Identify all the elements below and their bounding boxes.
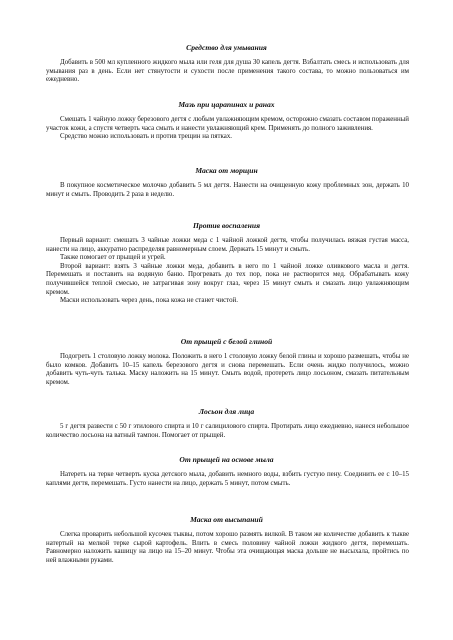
section-wound-ointment xyxy=(0,100,453,142)
paragraph: Маски использовать через день, пока кожа не станет чистой. xyxy=(60,297,238,305)
section-heading: От прыщей с белой глиной xyxy=(180,337,273,346)
paragraph: Средство можно использовать и против трещин на пятках. xyxy=(60,133,233,141)
section-white-clay xyxy=(0,337,453,387)
paragraph: 5 г дегтя развести с 50 г этилового спирта и 10 г салицилового спирта. Протирать лицо ежедневно, нанеся небольшое количество лосьона на ватный тампон. Помогает от прыщей. xyxy=(46,423,409,439)
section-wrinkle-mask xyxy=(0,166,453,199)
section-heading: Мазь при царапинах и ранах xyxy=(178,100,275,109)
paragraph: В покупное косметическое молочко добавить 5 мл дегтя. Нанести на очищенную кожу проблемных зон, держать 10 минут и смыть. Проводить 2 раза в неделю. xyxy=(46,182,409,198)
section-heading: От прыщей на основе мыла xyxy=(179,455,274,464)
section-face-lotion xyxy=(0,407,453,440)
section-heading: Маска от морщин xyxy=(195,166,258,175)
paragraph: Также помогает от прыщей и угрей. xyxy=(60,254,166,262)
paragraph: Слегка проварить небольшой кусочек тыквы, потом хорошо размять вилкой. В таком же количестве добавить к тыкве натертый на мелкой терке сырой картофель. Влить в смесь половину чайной ложки жидкого дегтя, перемешать. Равномерно наложить кашицу на лицо на 15–20 минут. Чтобы эта очищающая маска дольше не высыхала, пройтись по ней влажными руками. xyxy=(46,531,409,564)
section-inflammation xyxy=(0,221,453,306)
paragraph: Натереть на терке четверть куска детского мыла, добавить немного воды, взбить густую пену. Соединить ее с 10–15 каплями дегтя, перемешать. Густо нанести на лицо, держать 5 минут, потом смыть. xyxy=(46,471,409,487)
section-face-wash xyxy=(0,43,453,85)
paragraph: Добавить в 500 мл купленного жидкого мыла или геля для душа 30 капель дегтя. Взбалтать смесь и использовать для умывания раз в день. Если нет стянутости и сухости после применения такого состава, то можно пользоваться им ежедневно. xyxy=(46,59,409,84)
section-heading: Против воспаления xyxy=(192,221,261,230)
section-heading: Средство для умывания xyxy=(186,43,267,52)
paragraph: Второй вариант: взять 3 чайные ложки меда, добавить в него по 1 чайной ложке оливкового масла и дегтя. Перемешать и поставить на водяную баню. Прогревать до тех пор, пока не растворится мед. Обрабатывать кожу получившейся теплой смесью, не затрагивая зону вокруг глаз, через 15 минут смыть и смазать лицо увлажняющим кремом. xyxy=(46,262,409,296)
section-rash-mask xyxy=(0,515,453,565)
section-heading: Маска от высыпаний xyxy=(190,515,263,524)
paragraph: Первый вариант: смешать 3 чайные ложки меда с 1 чайной ложкой дегтя, чтобы получилась вязкая густая масса, нанести на лицо, аккуратно распределяя равномерным слоем. Держать 15 минут и смыть. xyxy=(46,237,409,253)
section-soap-based xyxy=(0,455,453,488)
section-heading: Лосьон для лица xyxy=(198,407,255,416)
paragraph: Подогреть 1 столовую ложку молока. Положить в него 1 столовую ложку белой глины и хорошо размешать, чтобы не было комков. Добавить 10–15 капель березового дегтя и снова перемешать. Если очень жидко получилось, можно добавить чуть-чуть талька. Маску наложить на 15 минут. Смыть водой, протереть лицо лосьоном, смазать питательным кремом. xyxy=(46,353,409,386)
paragraph: Смешать 1 чайную ложку березового дегтя с любым увлажняющим кремом, осторожно смазать составом пораженный участок кожи, а спустя четверть часа смыть и нанести увлажняющий крем. Применять до полного заживления. xyxy=(46,116,409,132)
